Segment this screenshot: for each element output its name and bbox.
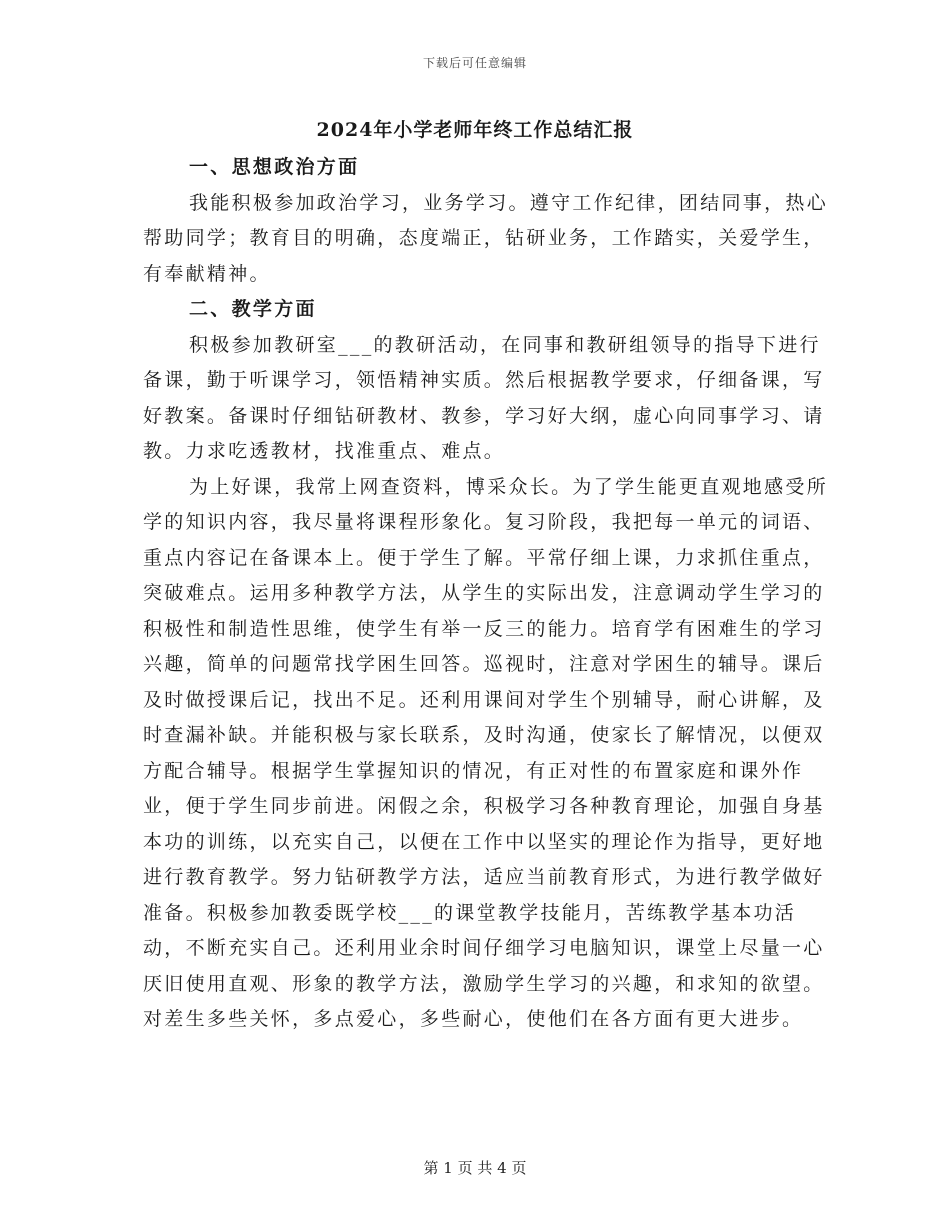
document-title: 2024年小学老师年终工作总结汇报 — [316, 119, 634, 141]
header-note: 下载后可任意编辑 — [422, 56, 527, 70]
document-body — [143, 150, 833, 1038]
section-heading-teaching: 二、教学方面 — [189, 298, 317, 320]
paragraph-political: 我能积极参加政治学习，业务学习。遵守工作纪律，团结同事，热心帮助同学；教育目的明确，态度端正，钻研业务，工作踏实，关爱学生，有奉献精神。 — [143, 191, 829, 285]
paragraph-teaching-research: 积极参加教研室___的教研活动，在同事和教研组领导的指导下进行备课，勤于听课学习，领悟精神实质。然后根据教学要求，仔细备课，写好教案。备课时仔细钻研教材、教参，学习好大纲，虚心向同事学习、请教。力求吃透教材，找准重点、难点。 — [143, 333, 825, 462]
section-heading-political: 一、思想政治方面 — [189, 156, 360, 178]
page-number: 第 1 页 共 4 页 — [423, 1159, 527, 1177]
paragraph-teaching-methods: 为上好课，我常上网查资料，博采众长。为了学生能更直观地感受所学的知识内容，我尽量将课程形象化。复习阶段，我把每一单元的词语、重点内容记在备课本上。便于学生了解。平常仔细上课，力求抓住重点，突破难点。运用多种教学方法，从学生的实际出发，注意调动学生学习的积极性和制造性思维，使学生有举一反三的能力。培育学有困难生的学习兴趣，简单的问题常找学困生回答。巡视时，注意对学困生的辅导。课后及时做授课后记，找出不足。还利用课间对学生个别辅导，耐心讲解，及时查漏补缺。并能积极与家长联系，及时沟通，使家长了解情况，以便双方配合辅导。根据学生掌握知识的情况，有正对性的布置家庭和课外作业，便于学生同步前进。闲假之余，积极学习各种教育理论，加强自身基本功的训练，以充实自己，以便在工作中以坚实的理论作为指导，更好地进行教育教学。努力钻研教学方法，适应当前教育形式，为进行教学做好准备。积极参加教委既学校___的课堂教学技能月，苦练教学基本功活动，不断充实自己。还利用业余时间仔细学习电脑知识，课堂上尽量一心厌旧使用直观、形象的教学方法，激励学生学习的兴趣，和求知的欲望。对差生多些关怀，多点爱心，多些耐心，使他们在各方面有更大进步。 — [143, 475, 829, 1030]
